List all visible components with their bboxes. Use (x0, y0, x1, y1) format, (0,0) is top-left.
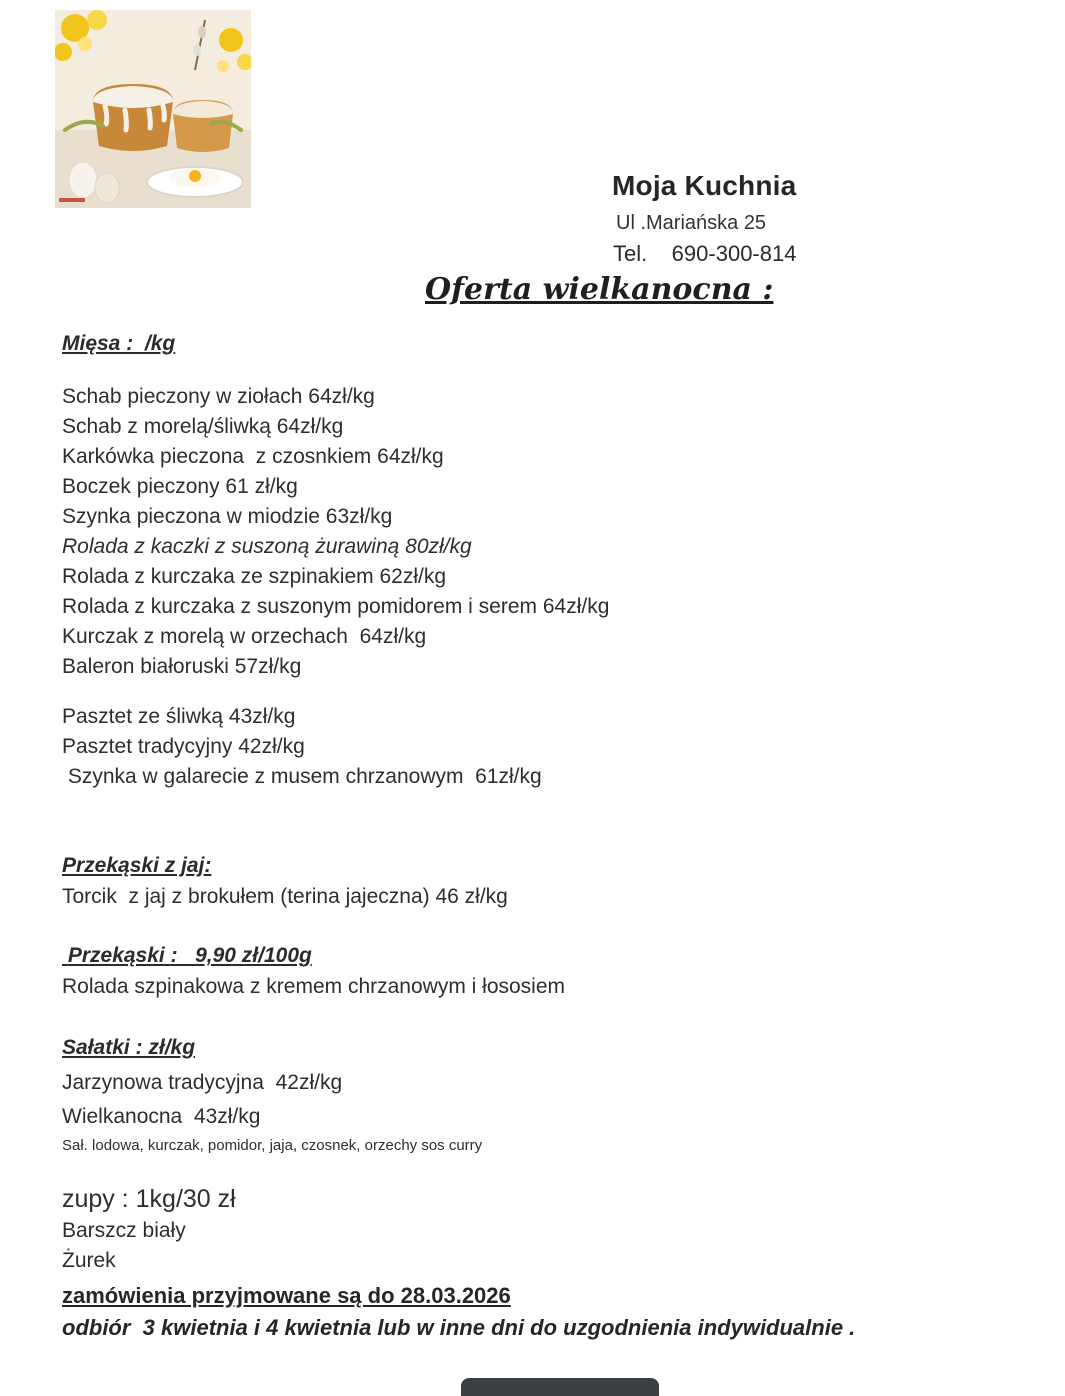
menu-item: Szynka pieczona w miodzie 63zł/kg (62, 505, 393, 528)
bottom-toolbar[interactable] (461, 1378, 659, 1396)
offer-title: Oferta wielkanocna : (425, 272, 774, 307)
menu-item: Jarzynowa tradycyjna 42zł/kg (62, 1071, 343, 1094)
section-heading-snacks: Przekąski : 9,90 zł/100g (62, 944, 312, 967)
menu-item: Pasztet ze śliwką 43zł/kg (62, 705, 296, 728)
business-name: Moja Kuchnia (612, 170, 797, 201)
easter-cake-photo (55, 10, 251, 208)
pickup-info: odbiór 3 kwietnia i 4 kwietnia lub w inne dni do uzgodnienia indywidualnie . (62, 1315, 856, 1340)
section-heading-meats: Mięsa : /kg (62, 332, 176, 355)
menu-item: Pasztet tradycyjny 42zł/kg (62, 735, 305, 758)
menu-item: Rolada z kurczaka ze szpinakiem 62zł/kg (62, 565, 447, 588)
menu-item: Rolada z kaczki z suszoną żurawiną 80zł/kg (62, 535, 472, 558)
menu-item: Torcik z jaj z brokułem (terina jajeczna) 46 zł/kg (62, 885, 508, 908)
salad-ingredients-note: Sał. lodowa, kurczak, pomidor, jaja, czosnek, orzechy sos curry (62, 1137, 483, 1154)
menu-item: Rolada z kurczaka z suszonym pomidorem i serem 64zł/kg (62, 595, 610, 618)
business-address: Ul .Mariańska 25 (616, 212, 767, 234)
pates-group (62, 702, 1002, 792)
menu-item: Szynka w galarecie z musem chrzanowym 61zł/kg (62, 765, 542, 788)
menu-item: Barszcz biały (62, 1219, 186, 1242)
menu-item: Kurczak z morelą w orzechach 64zł/kg (62, 625, 427, 648)
menu-item: Żurek (62, 1249, 116, 1272)
menu-item: Schab pieczony w ziołach 64zł/kg (62, 385, 375, 408)
section-heading-soups: zupy : 1kg/30 zł (62, 1185, 236, 1213)
menu-item: Boczek pieczony 61 zł/kg (62, 475, 298, 498)
menu-item: Schab z morelą/śliwką 64zł/kg (62, 415, 344, 438)
orders-deadline: zamówienia przyjmowane są do 28.03.2026 (62, 1283, 511, 1308)
menu-item: Baleron białoruski 57zł/kg (62, 655, 302, 678)
section-heading-salads: Sałatki : zł/kg (62, 1036, 196, 1059)
menu-body (62, 332, 1002, 1344)
easter-photo-illustration (55, 10, 251, 208)
menu-item: Karkówka pieczona z czosnkiem 64zł/kg (62, 445, 444, 468)
menu-item: Rolada szpinakowa z kremem chrzanowym i łososiem (62, 975, 566, 998)
menu-item: Wielkanocna 43zł/kg (62, 1105, 261, 1128)
business-phone: Tel. 690-300-814 (613, 241, 797, 266)
section-heading-egg-snacks: Przekąski z jaj: (62, 854, 212, 877)
